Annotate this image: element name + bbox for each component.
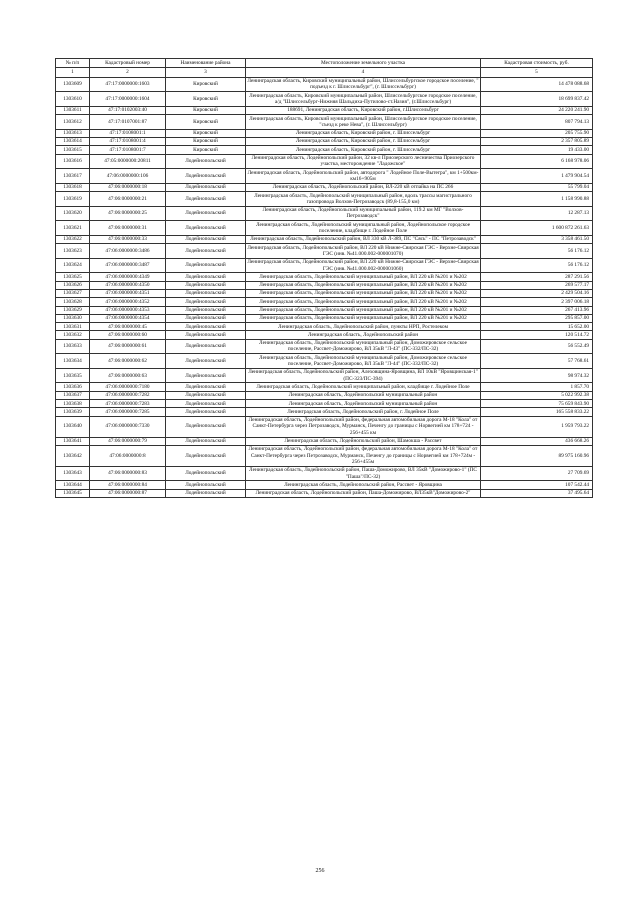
cell-row-number: 1303641 bbox=[56, 437, 90, 445]
table-row bbox=[56, 466, 593, 481]
table-row bbox=[56, 314, 593, 322]
cell-location: Ленинградская область, Лодейнопольский район, г. Лодейное Поле bbox=[246, 408, 481, 416]
cell-cadastral-number: 47:17:0000000:1604 bbox=[90, 92, 166, 107]
table-row bbox=[56, 92, 593, 107]
cell-location: Ленинградская область, Лодейнопольский район, Шамокша - Рассвет bbox=[246, 437, 481, 445]
cell-row-number: 1303634 bbox=[56, 354, 90, 369]
table-row bbox=[56, 235, 593, 243]
cell-cadastral-value: 2 429 504.16 bbox=[481, 289, 593, 297]
cell-district: Лодейнопольский bbox=[166, 368, 246, 383]
header-district: Наименование района bbox=[166, 59, 246, 68]
cell-district: Лодейнопольский bbox=[166, 331, 246, 339]
cell-district: Лодейнопольский bbox=[166, 408, 246, 416]
cell-cadastral-value: 3 358 461.50 bbox=[481, 235, 593, 243]
table-row bbox=[56, 77, 593, 92]
cell-row-number: 1303639 bbox=[56, 408, 90, 416]
header-number: № п/п bbox=[56, 59, 90, 68]
cell-district: Кировский bbox=[166, 92, 246, 107]
cell-cadastral-number: 47:17:0108001:7 bbox=[90, 146, 166, 154]
cell-cadastral-value: 287 291.56 bbox=[481, 273, 593, 281]
cell-row-number: 1303626 bbox=[56, 281, 90, 289]
cell-row-number: 1303621 bbox=[56, 221, 90, 236]
table-row bbox=[56, 154, 593, 169]
cell-location: Ленинградская область, Лодейнопольский муниципальный район, 119.2 км МГ "Волхов-Петрозаводск" bbox=[246, 206, 481, 221]
cell-location: Ленинградская область, Лодейнопольский муниципальный район, ВЛ 220 кВ №201 и №202 bbox=[246, 306, 481, 314]
cell-district: Лодейнопольский bbox=[166, 169, 246, 184]
cell-row-number: 1303623 bbox=[56, 244, 90, 259]
cell-cadastral-number: 47:06:0000000:4353 bbox=[90, 306, 166, 314]
table-row bbox=[56, 481, 593, 489]
cell-cadastral-value: 267 413.96 bbox=[481, 306, 593, 314]
header-cadastral-number: Кадастровый номер bbox=[90, 59, 166, 68]
cell-cadastral-value: 37 495.64 bbox=[481, 489, 593, 497]
table-row bbox=[56, 258, 593, 273]
column-number-1: 1 bbox=[56, 68, 90, 77]
cell-cadastral-value: 2 397 006.18 bbox=[481, 298, 593, 306]
table-row bbox=[56, 391, 593, 399]
cell-cadastral-value: 120 514.72 bbox=[481, 331, 593, 339]
cell-cadastral-value: 5 022 992.38 bbox=[481, 391, 593, 399]
cell-district: Кировский bbox=[166, 137, 246, 145]
header-cadastral-value: Кадастровая стоимость, руб. bbox=[481, 59, 593, 68]
document-page bbox=[55, 58, 592, 498]
table-row bbox=[56, 273, 593, 281]
cell-row-number: 1303620 bbox=[56, 206, 90, 221]
cell-row-number: 1303624 bbox=[56, 258, 90, 273]
cell-location: Ленинградская область, Лодейнопольский муниципальный район, Лодейнопольское городское поселение, кладбище г. Лодейное Поле bbox=[246, 221, 481, 236]
cell-row-number: 1303640 bbox=[56, 416, 90, 437]
table-body bbox=[56, 77, 593, 497]
cell-cadastral-number: 47:06:0000000:84 bbox=[90, 481, 166, 489]
cell-location: Ленинградская область, Лодейнопольский муниципальный район bbox=[246, 400, 481, 408]
cell-cadastral-number: 47:06:0000000:7330 bbox=[90, 416, 166, 437]
cell-cadastral-number: 47:06:0000000:7282 bbox=[90, 391, 166, 399]
cell-district: Лодейнопольский bbox=[166, 489, 246, 497]
cell-cadastral-value: 1 959 793.22 bbox=[481, 416, 593, 437]
cell-location: Ленинградская область, Лодейнопольский район, автодорога " Лодейное Поле-Вытегра", км 1+500км-км16+905м bbox=[246, 169, 481, 184]
cell-district: Лодейнопольский bbox=[166, 206, 246, 221]
cell-location: Ленинградская область, Лодейнопольский муниципальный район, кладбище г. Лодейное Поле bbox=[246, 383, 481, 391]
table-row bbox=[56, 146, 593, 154]
table-row bbox=[56, 129, 593, 137]
cell-district: Лодейнопольский bbox=[166, 391, 246, 399]
table-row bbox=[56, 115, 593, 130]
cell-location: Ленинградская область, Кировский район, г. Шлиссельбург bbox=[246, 146, 481, 154]
cell-district: Лодейнопольский bbox=[166, 154, 246, 169]
cell-location: Ленинградская область, Лодейнопольский район bbox=[246, 331, 481, 339]
table-row bbox=[56, 281, 593, 289]
column-number-4: 4 bbox=[246, 68, 481, 77]
table-row bbox=[56, 169, 593, 184]
table-row bbox=[56, 339, 593, 354]
cell-row-number: 1303638 bbox=[56, 400, 90, 408]
cell-row-number: 1303642 bbox=[56, 445, 90, 466]
cell-location: Ленинградская область, Лодейнопольский район, 32 кв-л Приозерского лесничества Приозерского участка, месторождение "Ладожское" bbox=[246, 154, 481, 169]
cell-location: Ленинградская область, Лодейнопольский муниципальный район, ВЛ 220 кВ №201 и №202 bbox=[246, 298, 481, 306]
cell-district: Лодейнопольский bbox=[166, 466, 246, 481]
cell-location: Ленинградская область, Кировский район, г. Шлиссельбург bbox=[246, 137, 481, 145]
cell-row-number: 1303637 bbox=[56, 391, 90, 399]
table-row bbox=[56, 400, 593, 408]
cell-location: Ленинградская область, Лодейнопольский район, федеральная автомобильная дорога М-18 "Кола" от Санкт-Петербурга через Петрозаводск, Мурманск, Печенгу до границы с Норвегией км 178+724 - 256+455 км bbox=[246, 416, 481, 437]
cell-cadastral-number: 47:06:0000000:79 bbox=[90, 437, 166, 445]
table-row bbox=[56, 244, 593, 259]
cell-location: Ленинградская область, Лодейнопольский район, Паша-Доможирово, ВЛ 35кВ "Доможирово-1" (ПС "Паша"/ПС-32) bbox=[246, 466, 481, 481]
cell-district: Лодейнопольский bbox=[166, 221, 246, 236]
cell-cadastral-value: 24 220 241.90 bbox=[481, 106, 593, 114]
cell-cadastral-value: 75 659 843.90 bbox=[481, 400, 593, 408]
cell-cadastral-number: 47:06:0000000:83 bbox=[90, 466, 166, 481]
cell-cadastral-number: 47:06:0000000:31 bbox=[90, 221, 166, 236]
cell-cadastral-number: 47:06:0000000:7180 bbox=[90, 383, 166, 391]
table-row bbox=[56, 331, 593, 339]
cell-cadastral-value: 57 768.61 bbox=[481, 354, 593, 369]
table-column-numbers-row bbox=[56, 68, 593, 77]
cell-cadastral-number: 47:06:0000000:18 bbox=[90, 183, 166, 191]
table-row bbox=[56, 489, 593, 497]
cell-location: Ленинградская область, Лодейнопольский район, ВЛ-220 кВ отпайка на ПС 266 bbox=[246, 183, 481, 191]
cell-cadastral-value: 12 287.13 bbox=[481, 206, 593, 221]
cell-cadastral-number: 47:06:0000000:106 bbox=[90, 169, 166, 184]
cell-location: Ленинградская область, Лодейнопольский муниципальный район, ВЛ 220 кВ №201 и №202 bbox=[246, 289, 481, 297]
cell-row-number: 1303617 bbox=[56, 169, 90, 184]
cell-district: Кировский bbox=[166, 115, 246, 130]
cell-row-number: 1303636 bbox=[56, 383, 90, 391]
cell-district: Лодейнопольский bbox=[166, 192, 246, 207]
cell-row-number: 1303616 bbox=[56, 154, 90, 169]
cell-cadastral-value: 56 176.12 bbox=[481, 244, 593, 259]
cell-cadastral-number: 47:05:0000000:20811 bbox=[90, 154, 166, 169]
cell-location: Ленинградская область, Лодейнопольский район, пункты НРП, Ростелеком bbox=[246, 323, 481, 331]
cell-district: Кировский bbox=[166, 129, 246, 137]
cell-district: Лодейнопольский bbox=[166, 258, 246, 273]
cell-cadastral-number: 47:06:0000000:4352 bbox=[90, 298, 166, 306]
cell-cadastral-number: 47:06:0000000:45 bbox=[90, 323, 166, 331]
cell-row-number: 1303610 bbox=[56, 92, 90, 107]
cell-district: Лодейнопольский bbox=[166, 445, 246, 466]
cell-district: Кировский bbox=[166, 146, 246, 154]
page-number: 256 bbox=[315, 868, 325, 874]
cell-district: Лодейнопольский bbox=[166, 289, 246, 297]
cell-cadastral-number: 47:06:0000000:4350 bbox=[90, 281, 166, 289]
cell-cadastral-value: 165 558 833.22 bbox=[481, 408, 593, 416]
table-row bbox=[56, 368, 593, 383]
cell-location: Ленинградская область, Лодейнопольский муниципальный район, Доможировское сельское поселение, Рассвет-Доможирово, ВЛ 35кВ "Л-43" (ПС-332/ПС-32) bbox=[246, 339, 481, 354]
cell-cadastral-value: 1 600 872 261.63 bbox=[481, 221, 593, 236]
cell-district: Лодейнопольский bbox=[166, 400, 246, 408]
cell-cadastral-value: 1 479 904.54 bbox=[481, 169, 593, 184]
cell-row-number: 1303629 bbox=[56, 306, 90, 314]
cell-cadastral-number: 47:06:0000000:33 bbox=[90, 235, 166, 243]
cell-cadastral-value: 18 699 837.42 bbox=[481, 92, 593, 107]
cell-row-number: 1303609 bbox=[56, 77, 90, 92]
cell-district: Кировский bbox=[166, 106, 246, 114]
cell-row-number: 1303628 bbox=[56, 298, 90, 306]
table-row bbox=[56, 206, 593, 221]
cell-district: Лодейнопольский bbox=[166, 273, 246, 281]
cell-cadastral-value: 19 433.00 bbox=[481, 146, 593, 154]
cell-row-number: 1303644 bbox=[56, 481, 90, 489]
cell-cadastral-number: 47:06:0000000:87 bbox=[90, 489, 166, 497]
cell-location: Ленинградская область, Лодейнопольский район, Алеховщина-Яровщина, ВЛ 10кВ "Яровщинская-1" (ПС-323/ПС-394) bbox=[246, 368, 481, 383]
cell-cadastral-number: 47:17:0108001:1 bbox=[90, 129, 166, 137]
cell-location: Ленинградская область, Лодейнопольский муниципальный район, вдоль трассы магистрального газопровода Волхов-Петрозаводск (89,8-155,0 км) bbox=[246, 192, 481, 207]
cell-location: Ленинградская область, Лодейнопольский муниципальный район, ВЛ 220 кВ №201 и №202 bbox=[246, 273, 481, 281]
table-row bbox=[56, 323, 593, 331]
cell-cadastral-value: 56 552.49 bbox=[481, 339, 593, 354]
cell-district: Лодейнопольский bbox=[166, 339, 246, 354]
table-row bbox=[56, 183, 593, 191]
cell-location: Ленинградская область, Лодейнопольский район, Рассвет - Яровщина bbox=[246, 481, 481, 489]
cell-row-number: 1303625 bbox=[56, 273, 90, 281]
cell-row-number: 1303619 bbox=[56, 192, 90, 207]
table-row bbox=[56, 445, 593, 466]
cell-district: Лодейнопольский bbox=[166, 298, 246, 306]
cell-cadastral-value: 205 755.90 bbox=[481, 129, 593, 137]
table-row bbox=[56, 354, 593, 369]
cell-cadastral-value: 107 542.44 bbox=[481, 481, 593, 489]
cell-cadastral-number: 47:17:0107001:87 bbox=[90, 115, 166, 130]
cell-district: Лодейнопольский bbox=[166, 383, 246, 391]
cell-cadastral-value: 6 168 978.06 bbox=[481, 154, 593, 169]
cell-cadastral-number: 47:06:0000000:7285 bbox=[90, 408, 166, 416]
cell-row-number: 1303633 bbox=[56, 339, 90, 354]
cell-cadastral-number: 47:06:0000000:4349 bbox=[90, 273, 166, 281]
cell-location: Ленинградская область, Кировский район, г. Шлиссельбург bbox=[246, 129, 481, 137]
cell-row-number: 1303614 bbox=[56, 137, 90, 145]
cell-location: Ленинградская область, Лодейнопольский муниципальный район, ВЛ 220 кВ №201 и №202 bbox=[246, 314, 481, 322]
table-row bbox=[56, 221, 593, 236]
cell-district: Кировский bbox=[166, 77, 246, 92]
cell-cadastral-number: 47:06:0000000:4354 bbox=[90, 314, 166, 322]
cell-cadastral-value: 15 652.00 bbox=[481, 323, 593, 331]
cell-location: Ленинградская область, Кировский муниципальный район, Шлиссельбургское городское поселение, а/д "Шлиссельбург-Нижняя Шальдиха-Путилово-ст.Назия", (г.Шлиссельбург) bbox=[246, 92, 481, 107]
cell-district: Лодейнопольский bbox=[166, 481, 246, 489]
column-number-2: 2 bbox=[90, 68, 166, 77]
cell-cadastral-value: 269 577.17 bbox=[481, 281, 593, 289]
cell-cadastral-number: 47:06:0000000:4351 bbox=[90, 289, 166, 297]
cell-cadastral-value: 89 975 160.96 bbox=[481, 445, 593, 466]
cell-district: Лодейнопольский bbox=[166, 281, 246, 289]
table-row bbox=[56, 437, 593, 445]
table-row bbox=[56, 416, 593, 437]
cell-cadastral-number: 47:17:0000000:1603 bbox=[90, 77, 166, 92]
cell-row-number: 1303618 bbox=[56, 183, 90, 191]
cell-district: Лодейнопольский bbox=[166, 354, 246, 369]
cell-row-number: 1303632 bbox=[56, 331, 90, 339]
header-location: Местоположение земельного участка bbox=[246, 59, 481, 68]
cadastral-value-table bbox=[55, 58, 593, 498]
cell-district: Лодейнопольский bbox=[166, 314, 246, 322]
cell-district: Лодейнопольский bbox=[166, 416, 246, 437]
cell-cadastral-number: 47:06:0000000:8 bbox=[90, 445, 166, 466]
cell-district: Лодейнопольский bbox=[166, 183, 246, 191]
cell-location: Ленинградская область, Лодейнопольский муниципальный район bbox=[246, 391, 481, 399]
cell-row-number: 1303627 bbox=[56, 289, 90, 297]
table-row bbox=[56, 408, 593, 416]
cell-cadastral-number: 47:06:0000000:21 bbox=[90, 192, 166, 207]
table-row bbox=[56, 192, 593, 207]
cell-row-number: 1303643 bbox=[56, 466, 90, 481]
cell-cadastral-number: 47:06:0000000:60 bbox=[90, 331, 166, 339]
cell-row-number: 1303631 bbox=[56, 323, 90, 331]
cell-district: Лодейнопольский bbox=[166, 323, 246, 331]
cell-cadastral-value: 1 158 990.88 bbox=[481, 192, 593, 207]
cell-cadastral-value: 55 799.04 bbox=[481, 183, 593, 191]
cell-cadastral-number: 47:17:0102003:40 bbox=[90, 106, 166, 114]
table-row bbox=[56, 137, 593, 145]
cell-cadastral-number: 47:06:0000000:62 bbox=[90, 354, 166, 369]
cell-cadastral-value: 27 709.69 bbox=[481, 466, 593, 481]
cell-cadastral-number: 47:06:0000000:61 bbox=[90, 339, 166, 354]
table-row bbox=[56, 306, 593, 314]
cell-cadastral-value: 436 668.26 bbox=[481, 437, 593, 445]
cell-location: 188691, Ленинградская область, Кировский район, г.Шлиссельбург bbox=[246, 106, 481, 114]
cell-location: Ленинградская область, Кировский муниципальный район, Шлиссельбургское городское поселение, " подъезд к г. Шлиссельбург", (г. Шлиссельбург) bbox=[247, 78, 479, 91]
column-number-3: 3 bbox=[166, 68, 246, 77]
cell-location: Ленинградская область, Лодейнопольский район, ВЛ 220 кВ Нижне-Свирская ГЭС - Верхне-Свирская ГЭС (инв. №41.000.002-000001060) bbox=[247, 259, 479, 272]
cell-cadastral-value: 807 794.13 bbox=[481, 115, 593, 130]
cell-location: Ленинградская область, Лодейнопольский район, Паша-Доможирово, ВЛ35кВ"Доможирово-2" bbox=[246, 489, 481, 497]
cell-cadastral-number: 47:06:0000000:25 bbox=[90, 206, 166, 221]
cell-district: Лодейнопольский bbox=[166, 244, 246, 259]
cell-cadastral-value: 2 357 805.89 bbox=[481, 137, 593, 145]
cell-cadastral-value: 98 974.32 bbox=[481, 368, 593, 383]
cell-cadastral-number: 47:06:0000000:7283 bbox=[90, 400, 166, 408]
cell-district: Лодейнопольский bbox=[166, 437, 246, 445]
cell-location: Ленинградская область, Лодейнопольский район, ВЛ 330 кВ Л-389, ПС "Сясь" - ПС "Петрозаводск" bbox=[246, 235, 481, 243]
cell-location: Ленинградская область, Лодейнопольский муниципальный район, Доможировское сельское поселение, Рассвет-Доможирово, ВЛ 35кВ "Л-44" (ПС-332/ПС-32) bbox=[246, 354, 481, 369]
cell-location: Ленинградская область, Кировский муниципальный район, Шлиссельбургское городское поселение, "съезд к реке Нева", (г. Шлиссельбург) bbox=[246, 115, 481, 130]
cell-row-number: 1303615 bbox=[56, 146, 90, 154]
cell-cadastral-value: 1 857.70 bbox=[481, 383, 593, 391]
cell-location: Ленинградская область, Лодейнопольский район, федеральная автомобильная дорога М-18 "Кола" от Санкт-Петербурга через Петрозаводск, Мурманск, Печенгу до границы с Норвегией км 178+724м - 256+455м bbox=[246, 445, 481, 466]
cell-row-number: 1303611 bbox=[56, 106, 90, 114]
cell-location: Ленинградская область, Лодейнопольский район, ВЛ 220 кВ Нижне-Свирская ГЭС - Верхне-Свирская ГЭС (инв. №41.000.002-000001070) bbox=[247, 244, 479, 257]
table-row bbox=[56, 106, 593, 114]
cell-cadastral-number: 47:06:0000000:3486 bbox=[90, 244, 166, 259]
cell-location: Ленинградская область, Лодейнопольский муниципальный район, ВЛ 220 кВ №201 и №202 bbox=[246, 281, 481, 289]
cell-row-number: 1303630 bbox=[56, 314, 90, 322]
table-row bbox=[56, 298, 593, 306]
cell-cadastral-number: 47:17:0108001:4 bbox=[90, 137, 166, 145]
cell-district: Лодейнопольский bbox=[166, 306, 246, 314]
cell-cadastral-number: 47:06:0000000:63 bbox=[90, 368, 166, 383]
cell-row-number: 1303612 bbox=[56, 115, 90, 130]
cell-district: Лодейнопольский bbox=[166, 235, 246, 243]
column-number-5: 5 bbox=[481, 68, 593, 77]
cell-row-number: 1303635 bbox=[56, 368, 90, 383]
cell-row-number: 1303645 bbox=[56, 489, 90, 497]
table-row bbox=[56, 289, 593, 297]
table-header-row bbox=[56, 59, 593, 68]
cell-row-number: 1303622 bbox=[56, 235, 90, 243]
cell-row-number: 1303613 bbox=[56, 129, 90, 137]
table-row bbox=[56, 383, 593, 391]
cell-cadastral-value: 56 176.12 bbox=[481, 258, 593, 273]
cell-cadastral-value: 14 478 088.68 bbox=[481, 77, 593, 92]
cell-cadastral-number: 47:06:0000000:3487 bbox=[90, 258, 166, 273]
cell-cadastral-value: 295 857.00 bbox=[481, 314, 593, 322]
